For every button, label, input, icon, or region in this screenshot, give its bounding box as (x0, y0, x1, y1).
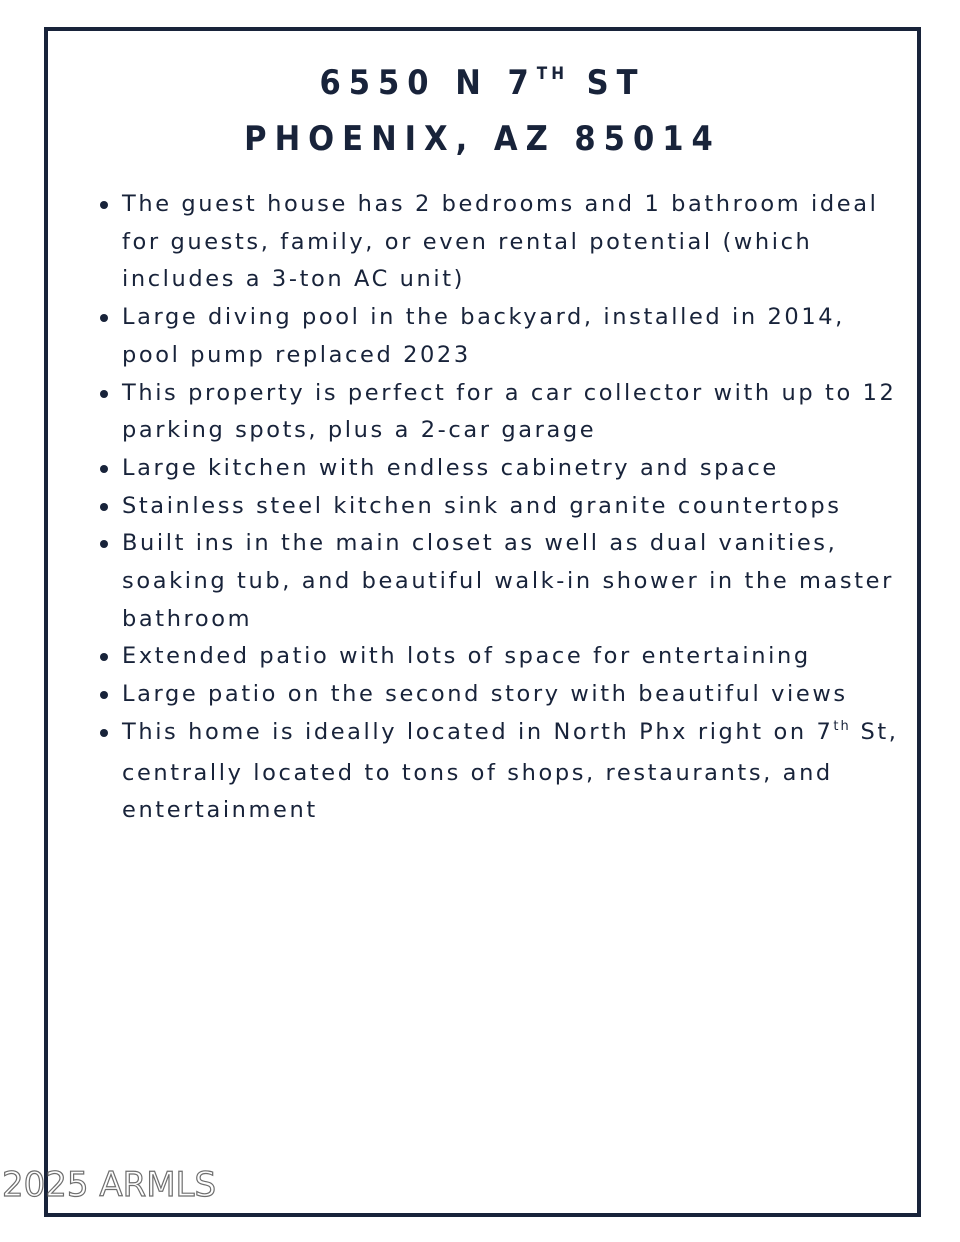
copyright-watermark: 2025 ARMLS (2, 1165, 217, 1205)
list-item: Large kitchen with endless cabinetry and space (122, 450, 912, 488)
list-item: The guest house has 2 bedrooms and 1 bathroom ideal for guests, family, or even rental potential (which includes a 3-ton AC unit) (122, 186, 912, 299)
list-item: Built ins in the main closet as well as dual vanities, soaking tub, and beautiful walk-in shower in the master bathroom (122, 525, 912, 638)
page-title (44, 58, 921, 164)
list-item: Extended patio with lots of space for entertaining (122, 638, 912, 676)
list-item: Large diving pool in the backyard, installed in 2014, pool pump replaced 2023 (122, 299, 912, 374)
address-line: 6550 N 7TH ST (319, 63, 646, 103)
list-item: Large patio on the second story with beautiful views (122, 676, 912, 714)
list-item: Stainless steel kitchen sink and granite countertops (122, 488, 912, 526)
street-superscript: th (833, 718, 851, 734)
feature-list (80, 186, 912, 830)
list-item: This property is perfect for a car collector with up to 12 parking spots, plus a 2-car garage (122, 375, 912, 450)
list-item: This home is ideally located in North Phx right on 7th St, centrally located to tons of shops, restaurants, and entertainment (122, 714, 912, 830)
address-superscript: TH (536, 64, 568, 84)
city-line: PHOENIX, AZ 85014 (244, 119, 721, 159)
